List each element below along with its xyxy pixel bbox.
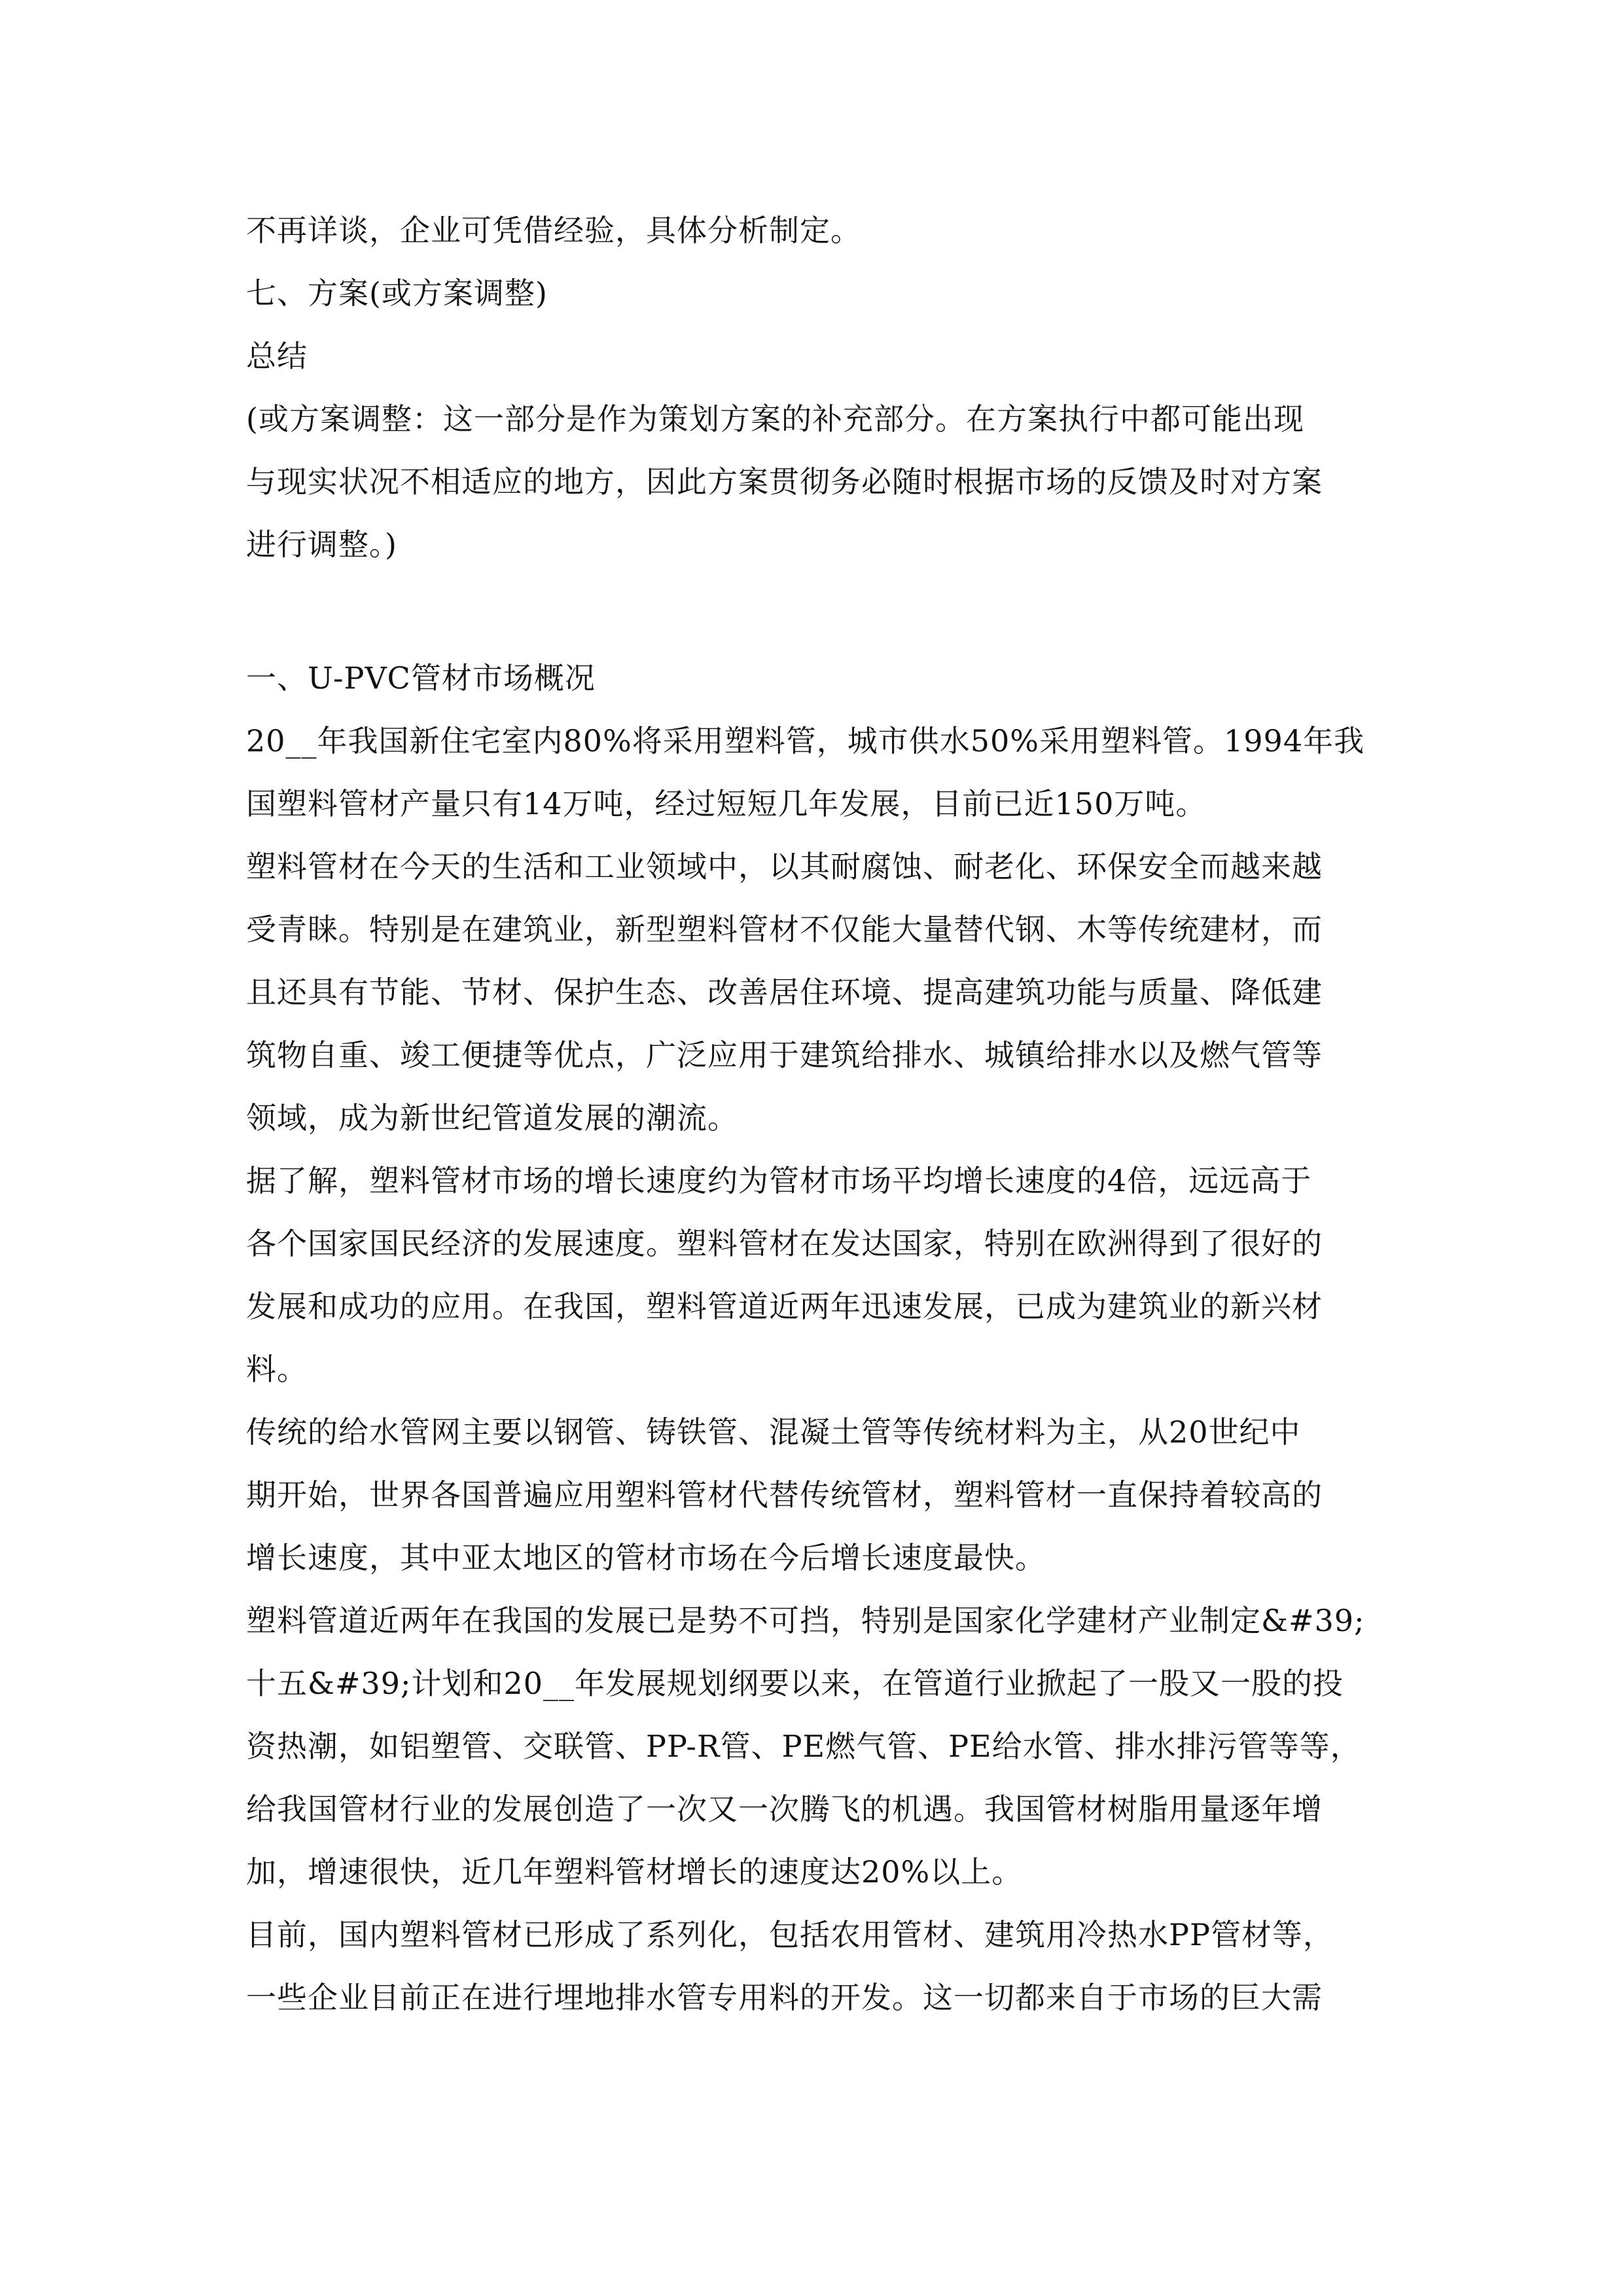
text-line: 筑物自重、竣工便捷等优点，广泛应用于建筑给排水、城镇给排水以及燃气管等 xyxy=(246,1037,1323,1073)
text-line: 国塑料管材产量只有14万吨，经过短短几年发展，目前已近150万吨。 xyxy=(246,786,1207,821)
text-line: 与现实状况不相适应的地方，因此方案贯彻务必随时根据市场的反馈及时对方案 xyxy=(246,464,1323,499)
text-line: 期开始，世界各国普遍应用塑料管材代替传统管材，塑料管材一直保持着较高的 xyxy=(246,1477,1323,1513)
text-line: 目前，国内塑料管材已形成了系列化，包括农用管材、建筑用冷热水PP管材等， xyxy=(246,1917,1334,1952)
text-line: 给我国管材行业的发展创造了一次又一次腾飞的机遇。我国管材树脂用量逐年增 xyxy=(246,1791,1323,1827)
text-line: 受青睐。特别是在建筑业，新型塑料管材不仅能大量替代钢、木等传统建材，而 xyxy=(246,912,1323,947)
text-line: 传统的给水管网主要以钢管、铸铁管、混凝土管等传统材料为主，从20世纪中 xyxy=(246,1414,1301,1450)
text-line: 发展和成功的应用。在我国，塑料管道近两年迅速发展，已成为建筑业的新兴材 xyxy=(246,1289,1323,1324)
section-heading: 一、U-PVC管材市场概况 xyxy=(246,660,596,696)
text-line: 加，增速很快，近几年塑料管材增长的速度达20%以上。 xyxy=(246,1854,1023,1890)
text-line: 增长速度，其中亚太地区的管材市场在今后增长速度最快。 xyxy=(246,1540,1046,1575)
text-line: 十五&#39;计划和20__年发展规划纲要以来，在管道行业掀起了一股又一股的投 xyxy=(246,1666,1344,1701)
text-line: 20__年我国新住宅室内80%将采用塑料管，城市供水50%采用塑料管。1994年我 xyxy=(246,723,1365,759)
text-line: 料。 xyxy=(246,1352,308,1387)
text-line: 领域，成为新世纪管道发展的潮流。 xyxy=(246,1100,738,1136)
text-line: 塑料管道近两年在我国的发展已是势不可挡，特别是国家化学建材产业制定&#39; xyxy=(246,1603,1365,1638)
text-line: 各个国家国民经济的发展速度。塑料管材在发达国家，特别在欧洲得到了很好的 xyxy=(246,1226,1323,1261)
text-line: (或方案调整：这一部分是作为策划方案的补充部分。在方案执行中都可能出现 xyxy=(246,401,1304,437)
text-line: 据了解，塑料管材市场的增长速度约为管材市场平均增长速度的4倍，远远高于 xyxy=(246,1163,1312,1198)
text-line: 总结 xyxy=(246,338,308,374)
text-line: 资热潮，如铝塑管、交联管、PP-R管、PE燃气管、PE给水管、排水排污管等等， xyxy=(246,1729,1361,1764)
text-line: 且还具有节能、节材、保护生态、改善居住环境、提高建筑功能与质量、降低建 xyxy=(246,975,1323,1010)
text-line: 一些企业目前正在进行埋地排水管专用料的开发。这一切都来自于市场的巨大需 xyxy=(246,1980,1323,2015)
text-line: 塑料管材在今天的生活和工业领域中，以其耐腐蚀、耐老化、环保安全而越来越 xyxy=(246,849,1323,884)
text-line: 进行调整。) xyxy=(246,527,397,562)
text-line: 不再详谈，企业可凭借经验，具体分析制定。 xyxy=(246,213,861,248)
section-heading: 七、方案(或方案调整) xyxy=(246,276,548,311)
